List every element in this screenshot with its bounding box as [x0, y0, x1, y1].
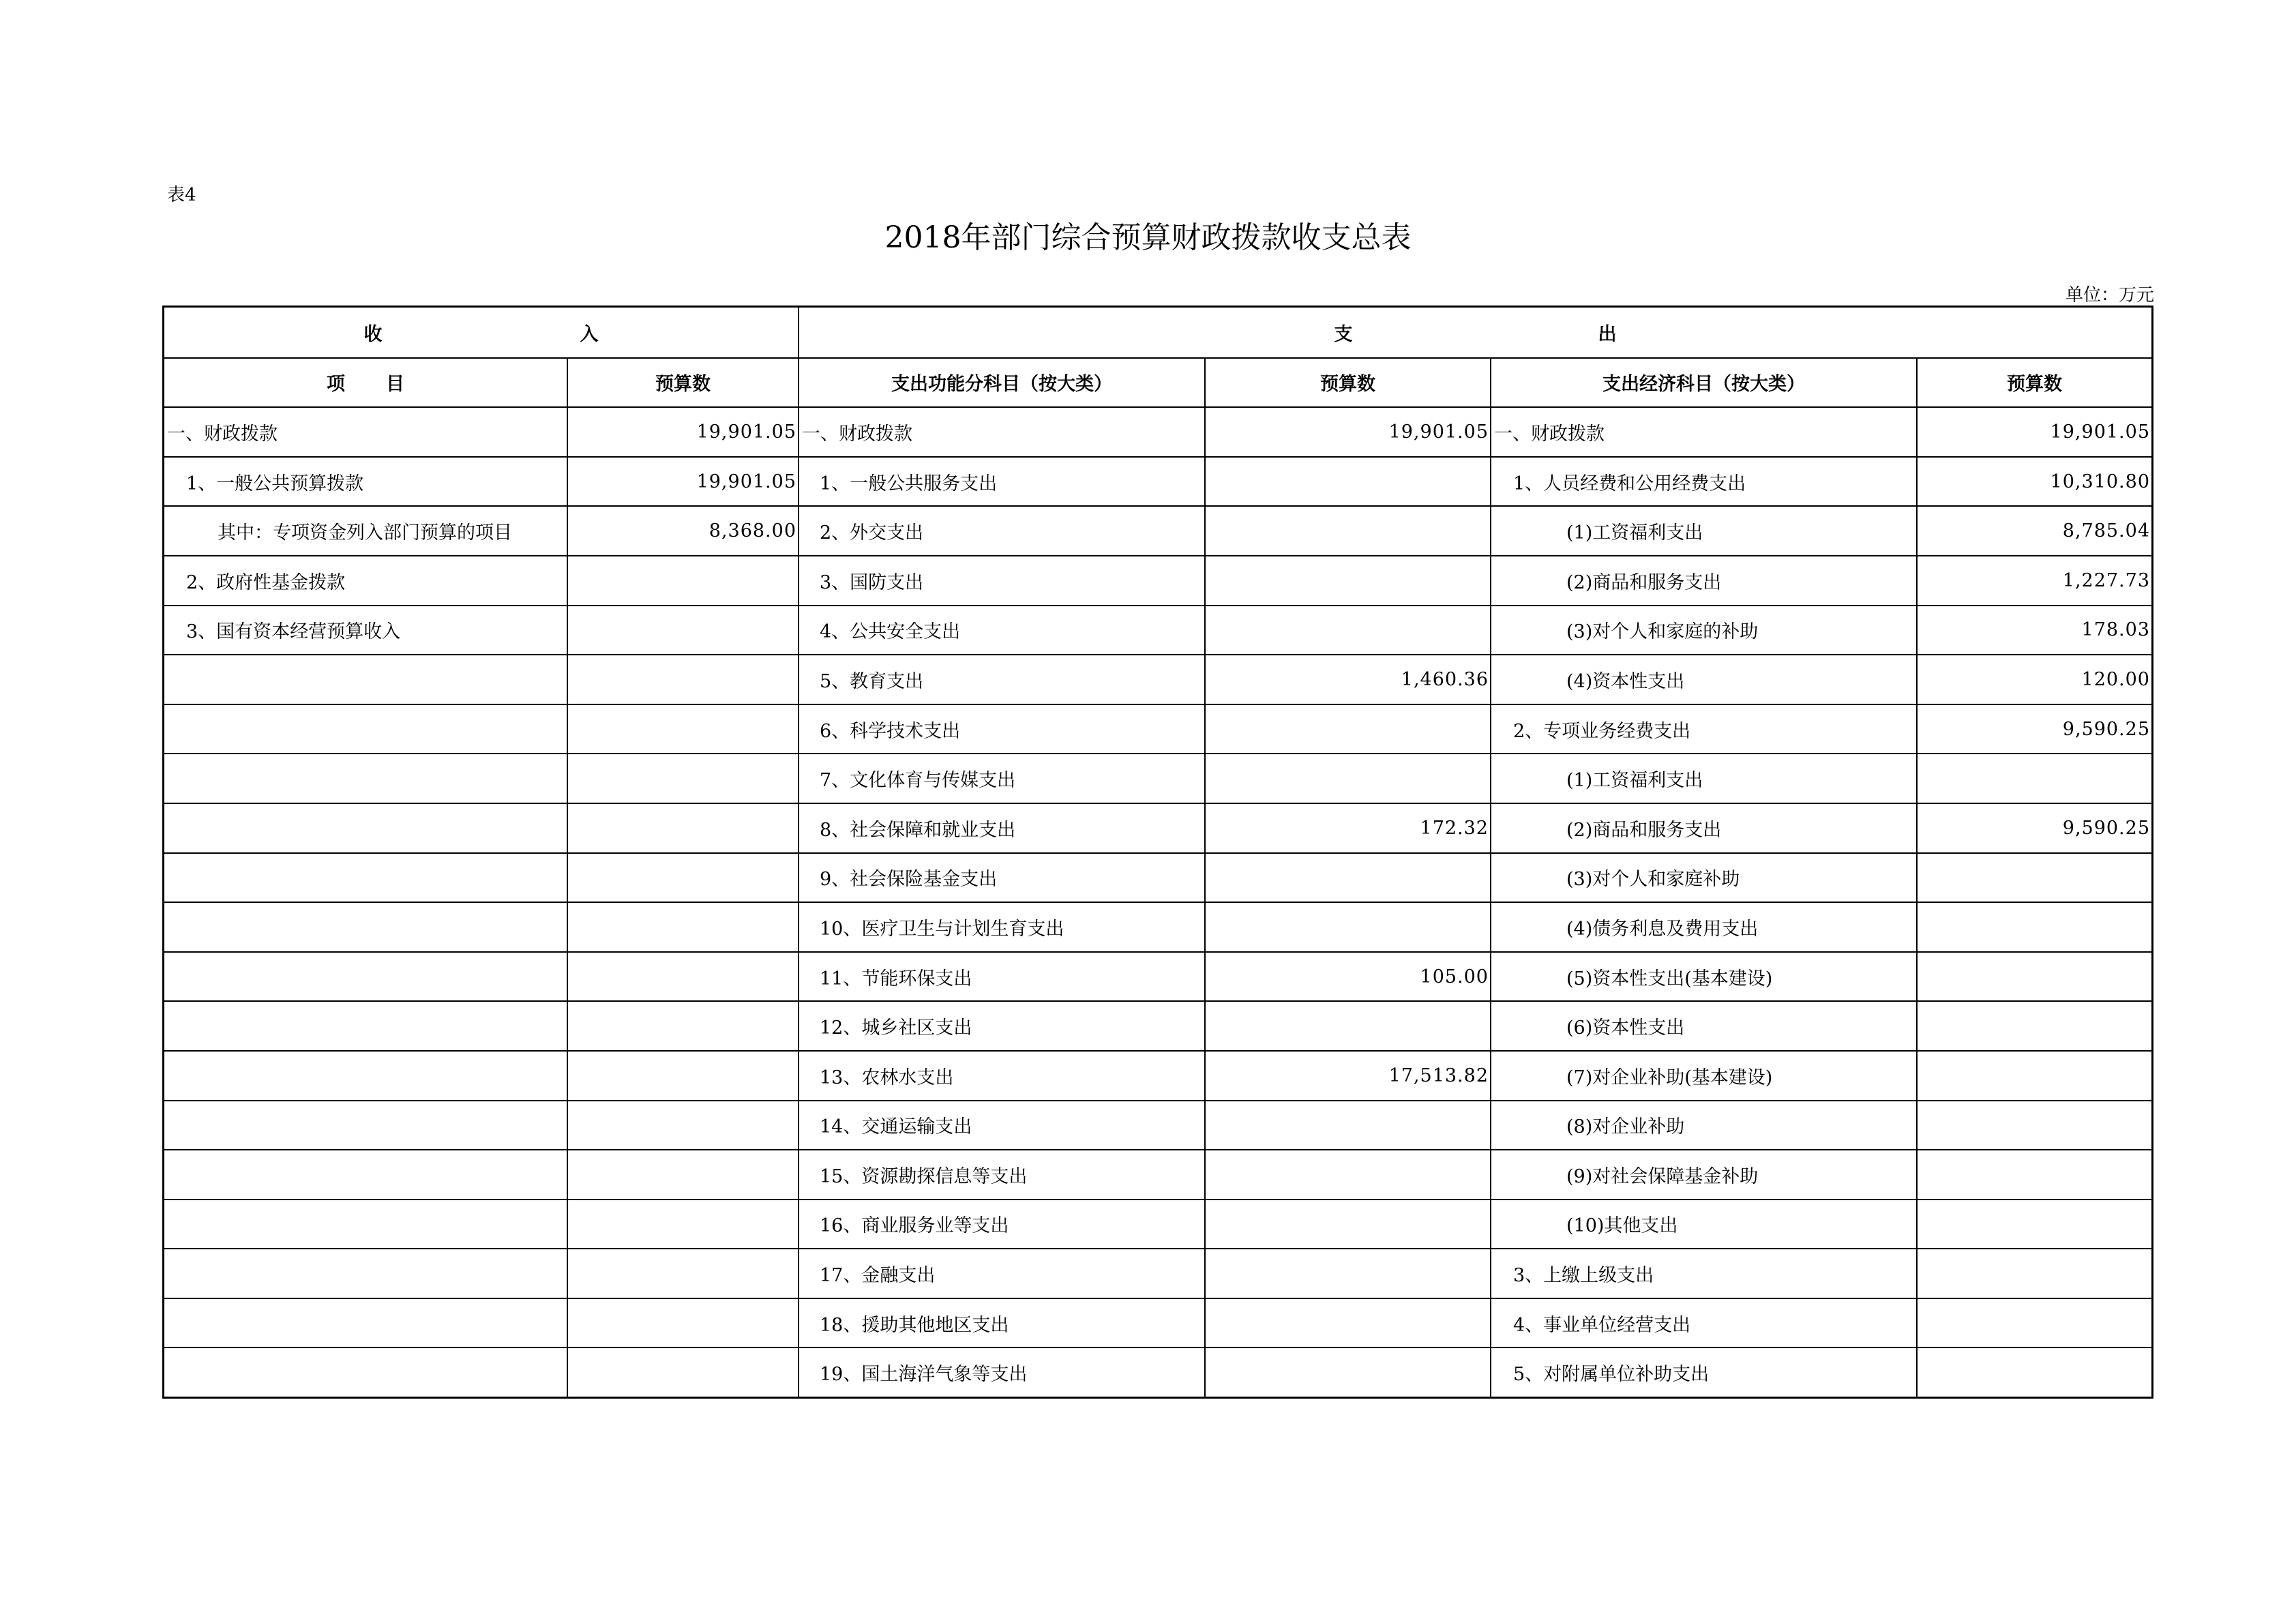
- econ-amount-cell: 178.03: [1916, 606, 2151, 655]
- unit-label: 单位：万元: [2065, 285, 2154, 306]
- func-class-cell: 8、社会保障和就业支出: [798, 804, 1204, 852]
- income-item-cell: [164, 1249, 567, 1298]
- func-amount-cell: [1204, 1299, 1490, 1347]
- econ-class-cell: (9)对社会保障基金补助: [1490, 1150, 1916, 1199]
- income-amount-cell: 19,901.05: [567, 458, 798, 506]
- table-row: [164, 852, 2151, 902]
- func-amount-cell: [1204, 1002, 1490, 1050]
- econ-amount-cell: [1916, 903, 2151, 951]
- func-amount-cell: 172.32: [1204, 804, 1490, 852]
- func-amount-cell: 19,901.05: [1204, 408, 1490, 456]
- income-header-char-2: 入: [580, 323, 599, 345]
- econ-amount-cell: [1916, 1249, 2151, 1298]
- econ-class-cell: (2)商品和服务支出: [1490, 556, 1916, 605]
- table-row: [164, 1149, 2151, 1199]
- income-amount-cell: [567, 754, 798, 803]
- func-class-cell: 4、公共安全支出: [798, 606, 1204, 655]
- func-amount-cell: [1204, 1249, 1490, 1298]
- func-amount-cell: [1204, 1150, 1490, 1199]
- table-row: [164, 654, 2151, 704]
- budget-column-header-3: 预算数: [1916, 359, 2151, 407]
- econ-amount-cell: [1916, 1200, 2151, 1249]
- econ-class-cell: (1)工资福利支出: [1490, 754, 1916, 803]
- econ-class-cell: (5)资本性支出(基本建设): [1490, 953, 1916, 1001]
- income-item-cell: [164, 1299, 567, 1347]
- econ-class-cell: (2)商品和服务支出: [1490, 804, 1916, 852]
- func-class-cell: 一、财政拨款: [798, 408, 1204, 456]
- budget-column-header-2: 预算数: [1204, 359, 1490, 407]
- income-amount-cell: [567, 1249, 798, 1298]
- income-item-cell: [164, 1052, 567, 1100]
- func-class-cell: 1、一般公共服务支出: [798, 458, 1204, 506]
- income-item-cell: [164, 655, 567, 704]
- func-amount-cell: [1204, 903, 1490, 951]
- expense-header-char-2: 出: [1598, 323, 1617, 345]
- func-amount-cell: [1204, 754, 1490, 803]
- func-class-cell: 10、医疗卫生与计划生育支出: [798, 903, 1204, 951]
- table-row: [164, 505, 2151, 555]
- func-class-cell: 19、国土海洋气象等支出: [798, 1348, 1204, 1397]
- econ-class-cell: (3)对个人和家庭的补助: [1490, 606, 1916, 655]
- table-body: [164, 406, 2151, 1397]
- income-amount-cell: [567, 804, 798, 852]
- table-row: [164, 555, 2151, 605]
- income-item-cell: [164, 854, 567, 902]
- income-amount-cell: [567, 556, 798, 605]
- econ-amount-cell: [1916, 1002, 2151, 1050]
- table-row: [164, 1347, 2151, 1397]
- func-amount-cell: [1204, 507, 1490, 555]
- econ-class-cell: 2、专项业务经费支出: [1490, 705, 1916, 754]
- table-row: [164, 951, 2151, 1001]
- income-item-cell: [164, 953, 567, 1001]
- budget-column-header-1: 预算数: [567, 359, 798, 407]
- group-header-row: [164, 308, 2151, 357]
- table-row: [164, 803, 2151, 852]
- income-item-cell: [164, 1002, 567, 1050]
- income-item-cell: [164, 754, 567, 803]
- econ-amount-cell: [1916, 1101, 2151, 1150]
- income-amount-cell: [567, 1150, 798, 1199]
- table-row: [164, 1000, 2151, 1050]
- func-amount-cell: [1204, 854, 1490, 902]
- income-item-cell: 2、政府性基金拨款: [186, 571, 346, 593]
- func-amount-cell: [1204, 606, 1490, 655]
- econ-class-cell: (4)债务利息及费用支出: [1490, 903, 1916, 951]
- econ-class-cell: (4)资本性支出: [1490, 655, 1916, 704]
- econ-class-cell: 4、事业单位经营支出: [1490, 1299, 1916, 1347]
- econ-class-cell: (8)对企业补助: [1490, 1101, 1916, 1150]
- econ-amount-cell: [1916, 953, 2151, 1001]
- econ-amount-cell: [1916, 1150, 2151, 1199]
- func-amount-cell: 1,460.36: [1204, 655, 1490, 704]
- econ-class-cell: 3、上缴上级支出: [1490, 1249, 1916, 1298]
- income-item-cell: [164, 1101, 567, 1150]
- table-row: [164, 753, 2151, 803]
- econ-class-cell: (7)对企业补助(基本建设): [1490, 1052, 1916, 1100]
- func-class-cell: 3、国防支出: [798, 556, 1204, 605]
- econ-amount-cell: 9,590.25: [1916, 804, 2151, 852]
- table-label: 表4: [167, 185, 196, 205]
- econ-amount-cell: 9,590.25: [1916, 705, 2151, 754]
- func-class-cell: 5、教育支出: [798, 655, 1204, 704]
- income-amount-cell: 8,368.00: [567, 507, 798, 555]
- income-item-cell: 一、财政拨款: [167, 423, 278, 445]
- income-group-header: [164, 308, 798, 357]
- income-header-char-1: 收: [363, 323, 383, 345]
- item-header-char-2: 目: [386, 374, 404, 396]
- expense-header-char-1: 支: [1334, 323, 1353, 345]
- table-row: [164, 1248, 2151, 1298]
- econ-class-cell: (1)工资福利支出: [1490, 507, 1916, 555]
- func-class-cell: 9、社会保险基金支出: [798, 854, 1204, 902]
- income-amount-cell: [567, 705, 798, 754]
- income-item-cell: [164, 1200, 567, 1249]
- income-amount-cell: [567, 1348, 798, 1397]
- income-amount-cell: [567, 854, 798, 902]
- econ-class-cell: 1、人员经费和公用经费支出: [1490, 458, 1916, 506]
- income-amount-cell: [567, 1052, 798, 1100]
- income-amount-cell: [567, 1299, 798, 1347]
- income-amount-cell: [567, 655, 798, 704]
- func-amount-cell: [1204, 705, 1490, 754]
- econ-class-cell: 一、财政拨款: [1490, 408, 1916, 456]
- page-title: 2018年部门综合预算财政拨款收支总表: [884, 220, 1412, 255]
- table-row: [164, 1199, 2151, 1249]
- func-class-cell: 2、外交支出: [798, 507, 1204, 555]
- func-amount-cell: 105.00: [1204, 953, 1490, 1001]
- func-amount-cell: 17,513.82: [1204, 1052, 1490, 1100]
- table-row: [164, 1100, 2151, 1150]
- func-amount-cell: [1204, 1200, 1490, 1249]
- income-item-cell: [164, 1348, 567, 1397]
- func-amount-cell: [1204, 556, 1490, 605]
- func-class-cell: 14、交通运输支出: [798, 1101, 1204, 1150]
- table-row: [164, 1298, 2151, 1347]
- econ-class-cell: (10)其他支出: [1490, 1200, 1916, 1249]
- econ-amount-cell: [1916, 1052, 2151, 1100]
- expense-group-header: [798, 308, 2151, 357]
- econ-amount-cell: [1916, 754, 2151, 803]
- func-class-cell: 15、资源勘探信息等支出: [798, 1150, 1204, 1199]
- econ-class-cell: (3)对个人和家庭补助: [1490, 854, 1916, 902]
- income-item-cell: [164, 705, 567, 754]
- func-class-cell: 7、文化体育与传媒支出: [798, 754, 1204, 803]
- func-amount-cell: [1204, 458, 1490, 506]
- func-class-cell: 18、援助其他地区支出: [798, 1299, 1204, 1347]
- econ-class-cell: 5、对附属单位补助支出: [1490, 1348, 1916, 1397]
- income-amount-cell: [567, 1200, 798, 1249]
- func-class-cell: 13、农林水支出: [798, 1052, 1204, 1100]
- econ-class-cell: (6)资本性支出: [1490, 1002, 1916, 1050]
- func-class-cell: 11、节能环保支出: [798, 953, 1204, 1001]
- econ-amount-cell: 8,785.04: [1916, 507, 2151, 555]
- table-row: [164, 605, 2151, 655]
- table-row: [164, 1050, 2151, 1100]
- table-row: [164, 902, 2151, 951]
- econ-amount-cell: 1,227.73: [1916, 556, 2151, 605]
- econ-amount-cell: 19,901.05: [1916, 408, 2151, 456]
- func-class-cell: 16、商业服务业等支出: [798, 1200, 1204, 1249]
- econ-amount-cell: 10,310.80: [1916, 458, 2151, 506]
- income-item-cell: 其中：专项资金列入部门预算的项目: [218, 522, 512, 544]
- econ-amount-cell: 120.00: [1916, 655, 2151, 704]
- func-amount-cell: [1204, 1348, 1490, 1397]
- income-item-cell: [164, 903, 567, 951]
- income-amount-cell: [567, 1002, 798, 1050]
- income-amount-cell: 19,901.05: [567, 408, 798, 456]
- econ-amount-cell: [1916, 854, 2151, 902]
- column-header-row: [164, 357, 2151, 407]
- func-amount-cell: [1204, 1101, 1490, 1150]
- func-class-cell: 17、金融支出: [798, 1249, 1204, 1298]
- func-class-cell: 12、城乡社区支出: [798, 1002, 1204, 1050]
- income-amount-cell: [567, 606, 798, 655]
- income-amount-cell: [567, 1101, 798, 1150]
- table-row: [164, 704, 2151, 754]
- table-row: [164, 406, 2151, 456]
- econ-amount-cell: [1916, 1348, 2151, 1397]
- econ-amount-cell: [1916, 1299, 2151, 1347]
- income-amount-cell: [567, 903, 798, 951]
- item-column-header: [164, 359, 567, 407]
- income-item-cell: 1、一般公共预算拨款: [186, 473, 364, 494]
- item-header-char-1: 项: [327, 374, 345, 396]
- income-item-cell: 3、国有资本经营预算收入: [186, 621, 401, 643]
- income-item-cell: [164, 1150, 567, 1199]
- econ-class-column-header: 支出经济科目（按大类）: [1490, 359, 1916, 407]
- func-class-cell: 6、科学技术支出: [798, 705, 1204, 754]
- table-row: [164, 456, 2151, 506]
- income-item-cell: [164, 804, 567, 852]
- income-amount-cell: [567, 953, 798, 1001]
- func-class-column-header: 支出功能分科目（按大类）: [798, 359, 1204, 407]
- budget-table: [162, 306, 2153, 1399]
